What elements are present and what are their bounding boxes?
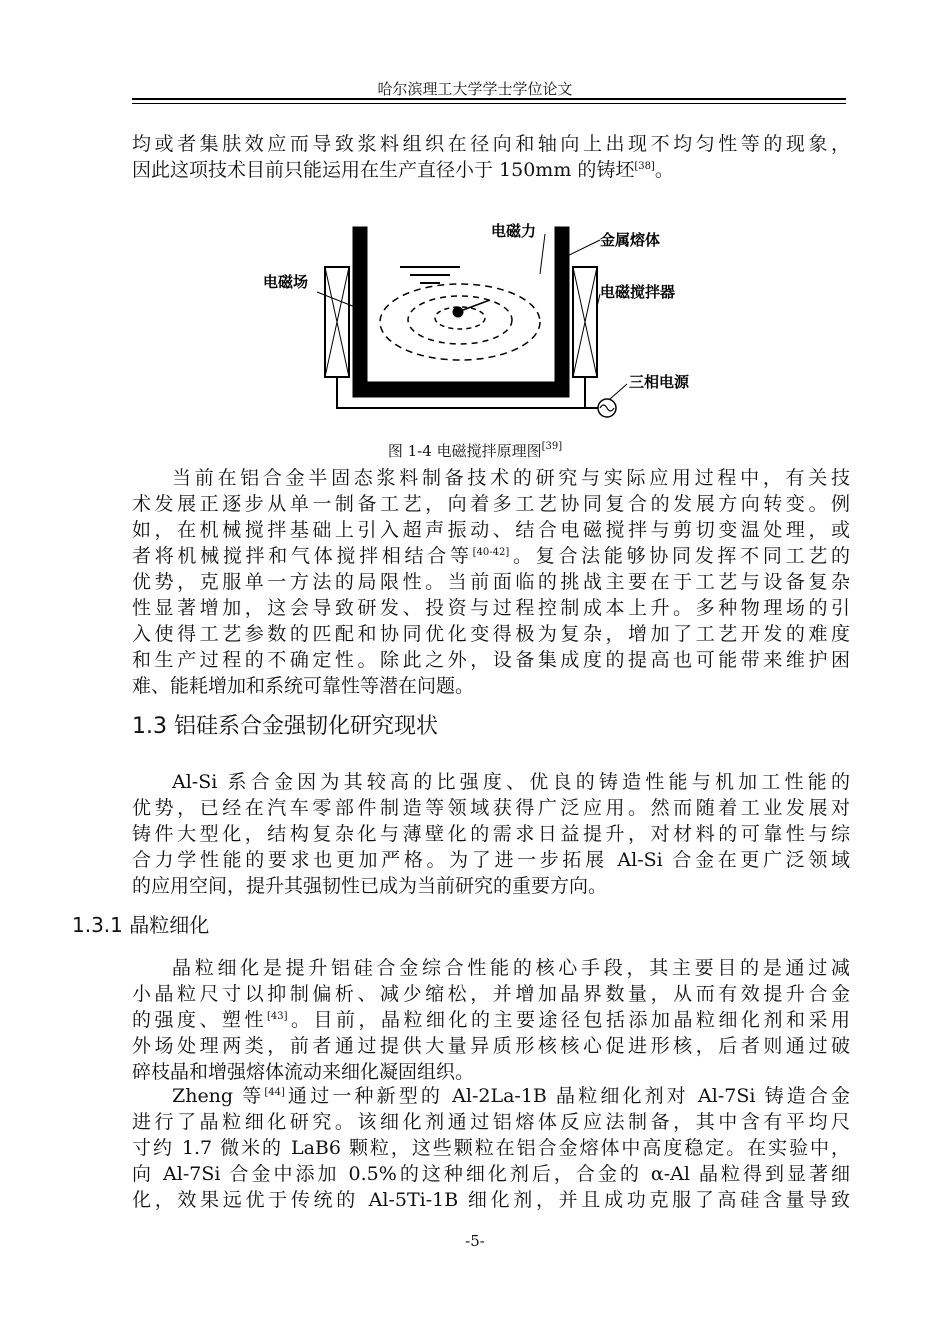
body-line: 因此这项技术目前只能运用在生产直径小于 150mm 的铸坯[38]。 (132, 159, 674, 181)
label-metal-melt: 金属熔体 (600, 231, 661, 249)
page-number: -5- (465, 1232, 485, 1250)
label-power: 三相电源 (629, 373, 690, 391)
vessel-bottom (353, 382, 569, 397)
citation: [38] (634, 161, 655, 172)
body-line: 难、能耗增加和系统可靠性等潜在问题。 (132, 675, 475, 697)
label-em-stirrer: 电磁搅拌器 (600, 283, 676, 301)
body-line: 和生产过程的不确定性。除此之外，设备集成度的提高也可能带来维护困 (132, 649, 850, 671)
header-rule-thick (132, 98, 846, 100)
stirring-diagram (255, 212, 705, 437)
body-line: 入使得工艺参数的匹配和协同优化变得极为复杂，增加了工艺开发的难度 (132, 623, 850, 645)
body-line: 优势，已经在汽车零部件制造等领域获得广泛应用。然而随着工业发展对 (132, 797, 850, 819)
page-header: 哈尔滨理工大学学士学位论文 (377, 80, 573, 98)
body-line: 合力学性能的要求也更加严格。为了进一步拓展 Al-Si 合金在更广泛领域 (132, 849, 850, 871)
body-line: 铸件大型化，结构复杂化与薄壁化的需求日益提升，对材料的可靠性与综 (132, 823, 850, 845)
body-line: 小晶粒尺寸以抑制偏析、减少缩松，并增加晶界数量，从而有效提升合金 (132, 983, 850, 1005)
header-rule-thin (132, 103, 846, 104)
body-line: 优势，克服单一方法的局限性。当前面临的挑战主要在于工艺与设备复杂 (132, 571, 850, 593)
section-heading: 1.3 铝硅系合金强韧化研究现状 (132, 714, 438, 739)
body-line: 的强度、塑性[43]。目前，晶粒细化的主要途径包括添加晶粒细化剂和采用 (132, 1009, 850, 1031)
label-em-field: 电磁场 (263, 273, 309, 291)
body-line: 晶粒细化是提升铝硅合金综合性能的核心手段，其主要目的是通过减 (172, 957, 850, 979)
body-line: 如，在机械搅拌基础上引入超声振动、结合电磁搅拌与剪切变温处理，或 (132, 519, 850, 541)
body-line: 碎枝晶和增强熔体流动来细化凝固组织。 (132, 1061, 475, 1083)
body-line: Zheng 等[44]通过一种新型的 Al-2La-1B 晶粒细化剂对 Al-7Si 铸造合金 (172, 1085, 850, 1107)
body-line: 性显著增加，这会导致研发、投资与过程控制成本上升。多种物理场的引 (132, 597, 850, 619)
citation: [44] (264, 1087, 285, 1098)
body-line: 的应用空间，提升其强韧性已成为当前研究的重要方向。 (132, 875, 608, 897)
citation: [39] (541, 441, 563, 452)
body-line: 进行了晶粒细化研究。该细化剂通过铝熔体反应法制备，其中含有平均尺 (132, 1111, 850, 1133)
figure-caption: 图 1-4 电磁搅拌原理图[39] (387, 441, 563, 460)
vessel-left-wall (353, 227, 367, 397)
vessel-right-wall (555, 227, 569, 397)
body-line: 化，效果远优于传统的 Al-5Ti-1B 细化剂，并且成功克服了高硅含量导致 (132, 1189, 850, 1211)
body-line: 者将机械搅拌和气体搅拌相结合等[40-42]。复合法能够协同发挥不同工艺的 (132, 545, 850, 567)
citation: [40-42] (472, 547, 510, 558)
citation: [43] (267, 1011, 288, 1022)
body-line: 术发展正逐步从单一制备工艺，向着多工艺协同复合的发展方向转变。例 (132, 493, 850, 515)
body-line: 外场处理两类，前者通过提供大量异质形核核心促进形核，后者则通过破 (132, 1035, 850, 1057)
label-em-force: 电磁力 (491, 222, 537, 240)
body-line: 向 Al-7Si 合金中添加 0.5%的这种细化剂后，合金的 α-Al 晶粒得到显著细 (132, 1163, 850, 1185)
body-line: 寸约 1.7 微米的 LaB6 颗粒，这些颗粒在铝合金熔体中高度稳定。在实验中， (132, 1137, 850, 1159)
body-line: Al-Si 系合金因为其较高的比强度、优良的铸造性能与机加工性能的 (172, 771, 850, 793)
subsection-heading: 1.3.1 晶粒细化 (72, 913, 210, 937)
body-line: 均或者集肤效应而导致浆料组织在径向和轴向上出现不均匀性等的现象， (132, 133, 850, 155)
body-line: 当前在铝合金半固态浆料制备技术的研究与实际应用过程中，有关技 (172, 467, 850, 489)
